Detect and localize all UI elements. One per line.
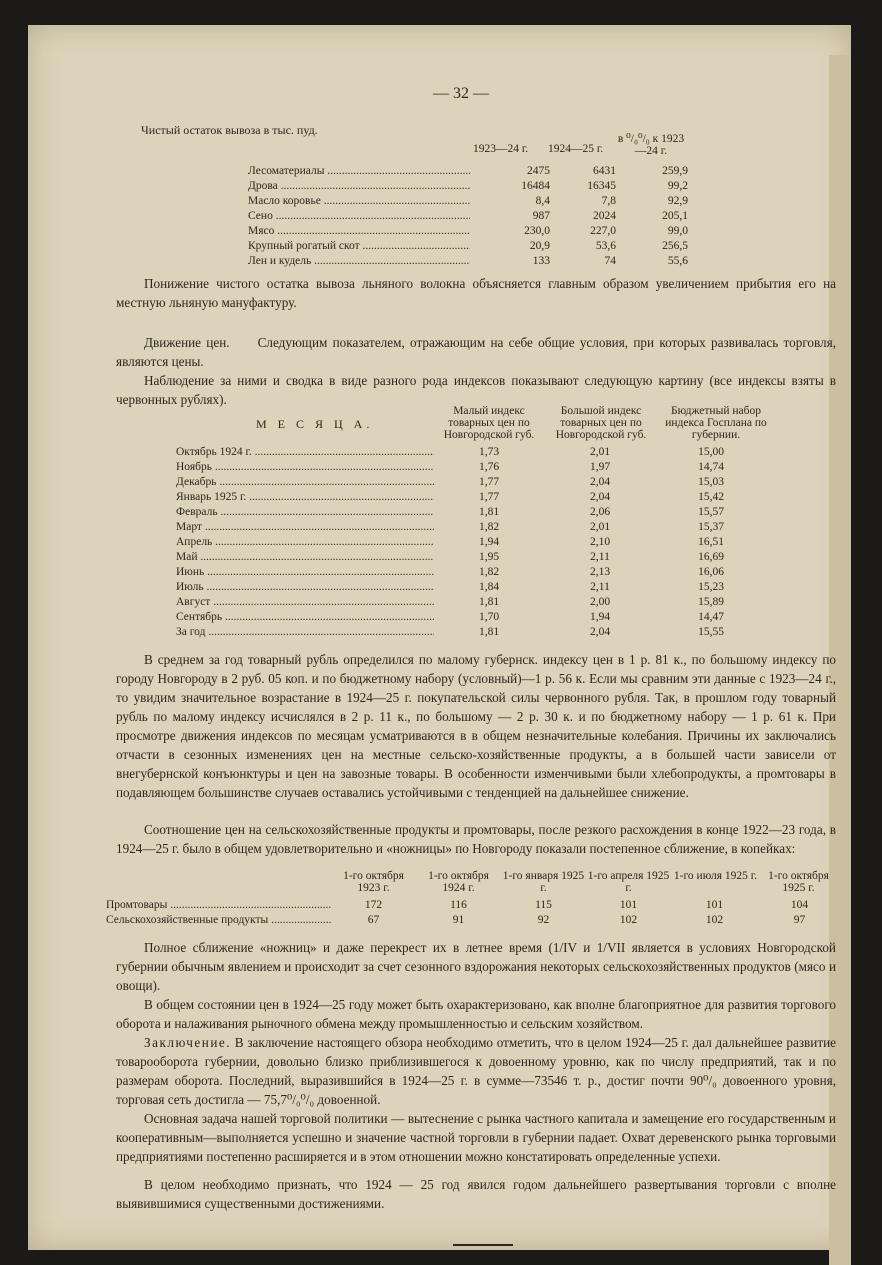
cell-1924: 16345 bbox=[587, 179, 616, 192]
cell-budget-index: 14,74 bbox=[698, 460, 724, 473]
price-cell: 172 bbox=[364, 898, 383, 911]
table-row bbox=[176, 489, 766, 504]
row-label: Лен и кудель ..... bbox=[248, 253, 470, 268]
cell-large-index: 2,06 bbox=[589, 505, 611, 518]
table-row bbox=[248, 163, 688, 178]
index-col-small: Малый индекс товарных цен по Новгородской губ. bbox=[443, 405, 535, 441]
paragraph-1: Понижение чистого остатка вывоза льняного волокна объясняется главным образом увеличением прибытия его на местную льняную мануфактуру. bbox=[116, 276, 836, 310]
table-row bbox=[176, 624, 766, 639]
row-label: Сено ..... bbox=[248, 208, 470, 223]
cell-budget-index: 15,57 bbox=[698, 505, 724, 518]
price-cell: 67 bbox=[367, 913, 380, 926]
table-row bbox=[248, 238, 688, 253]
export-col-percent: в ⁰/₀⁰/₀ к 1923—24 г. bbox=[617, 133, 685, 157]
row-label: Лесоматериалы ..... bbox=[248, 163, 470, 178]
cell-large-index: 2,11 bbox=[590, 550, 610, 563]
section-heading-prices: Движение цен. bbox=[144, 335, 230, 350]
cell-1924: 74 bbox=[604, 254, 616, 267]
cell-budget-index: 14,47 bbox=[698, 610, 724, 623]
cell-percent: 259,9 bbox=[662, 164, 688, 177]
row-label: Промтовары ..... bbox=[106, 897, 331, 912]
month-label: Август ..... bbox=[176, 594, 434, 609]
cell-large-index: 2,04 bbox=[589, 490, 611, 503]
cell-1924: 227,0 bbox=[590, 224, 616, 237]
paragraph-6: Полное сближение «ножниц» и даже перекрест их в летнее время (1/IV и 1/VII является в условиях Новгородской губернии обычным явлением и происходит за счет сезонного вздорожания некоторых сельскохозяйственных продуктов (мясо и овощи). bbox=[116, 940, 836, 993]
cell-percent: 99,0 bbox=[667, 224, 688, 237]
row-label: Сельскохозяйственные продукты ..... bbox=[106, 912, 331, 927]
month-label: За год ..... bbox=[176, 624, 434, 639]
cell-percent: 256,5 bbox=[662, 239, 688, 252]
cell-small-index: 1,82 bbox=[478, 565, 500, 578]
cell-small-index: 1,81 bbox=[478, 595, 500, 608]
table-row bbox=[176, 474, 766, 489]
table-row bbox=[248, 223, 688, 238]
price-cell: 102 bbox=[705, 913, 724, 926]
cell-large-index: 2,04 bbox=[589, 475, 611, 488]
paragraph-2-text: Следующим показателем, отражающим на себе общие условия, при которых развивалась торговля, являются цены. bbox=[116, 335, 836, 369]
table-row bbox=[176, 594, 766, 609]
cell-large-index: 2,13 bbox=[589, 565, 611, 578]
index-table bbox=[176, 444, 766, 639]
cell-budget-index: 15,23 bbox=[698, 580, 724, 593]
cell-percent: 55,6 bbox=[667, 254, 688, 267]
month-label: Февраль ..... bbox=[176, 504, 434, 519]
cell-1923: 2475 bbox=[527, 164, 550, 177]
closing-rule bbox=[453, 1244, 513, 1246]
cell-1923: 133 bbox=[532, 254, 550, 267]
page-number: — 32 — bbox=[433, 85, 489, 102]
cell-large-index: 1,97 bbox=[589, 460, 611, 473]
cell-budget-index: 15,55 bbox=[698, 625, 724, 638]
price-col-2: 1-го января 1925 г. bbox=[502, 870, 585, 894]
cell-small-index: 1,77 bbox=[478, 490, 500, 503]
cell-small-index: 1,77 bbox=[478, 475, 500, 488]
cell-budget-index: 15,42 bbox=[698, 490, 724, 503]
table-row bbox=[176, 549, 766, 564]
price-col-1: 1-го октября 1924 г. bbox=[428, 870, 489, 894]
cell-budget-index: 15,37 bbox=[698, 520, 724, 533]
cell-1923: 8,4 bbox=[535, 194, 550, 207]
cell-percent: 205,1 bbox=[662, 209, 688, 222]
export-table bbox=[248, 163, 688, 268]
paragraph-8-text: В заключение настоящего обзора необходимо отметить, что в целом 1924—25 г. дал дальнейшее развитие товарооборота губернии, довольно близко приблизившегося к довоенному уровню, как по числу предприятий, так и по размерам оборота. Последний, выразившийся в 1924—25 г. в сумме—73546 т. р., достиг почти 90⁰/₀ довоенного уровня, торговая сеть достигла — 75,7⁰/₀⁰/₀ довоенной. bbox=[116, 1035, 837, 1107]
cell-1924: 53,6 bbox=[595, 239, 616, 252]
price-cell: 104 bbox=[790, 898, 809, 911]
cell-large-index: 2,04 bbox=[589, 625, 611, 638]
paragraph-5: Соотношение цен на сельскохозяйственные продукты и промтовары, после резкого расхождения в конце 1922—23 года, в 1924—25 г. было в общем удовлетворительно и «ножницы» по Новгороду показали постепенное сближение, в копейках: bbox=[116, 822, 836, 856]
table-row bbox=[176, 459, 766, 474]
index-col-large: Большой индекс товарных цен по Новгородской губ. bbox=[555, 405, 647, 441]
cell-budget-index: 16,06 bbox=[698, 565, 724, 578]
month-label: Сентябрь ..... bbox=[176, 609, 434, 624]
table-row bbox=[248, 193, 688, 208]
paragraph-4: В среднем за год товарный рубль определился по малому губернск. индексу цен в 1 р. 81 к., по большому индексу по городу Новгороду в 2 руб. 05 коп. и по бюджетному набору (условный)—1 р. 56 к. Если мы сравним эти данные с 1923—24 г., то увидим значительное возрастание в 1924—25 г. покупательской силы червонного рубля. Так, в прошлом году товарный рубль по малому индексу исчислялся в 2 р. 11 к., по большому — 2 р. 30 к. и по бюджетному набору — 1 р. 61 к. При просмотре движения индексов по месяцам усматриваются в в общем незначительные колебания. Причины их заключались отчасти в сезонных изменениях цен на местные сельско-хозяйственные продукты, а в большей части зависели от внегубернской конъюнктуры и цен на завозные товары. В особенности изменчивыми были хлебопродукты, а промтовары в подавляющем большинстве случаев оставались устойчивыми с тенденцией на дальнейшее снижение. bbox=[116, 652, 836, 800]
table-row bbox=[176, 444, 766, 459]
cell-1923: 16484 bbox=[521, 179, 550, 192]
table-row bbox=[248, 253, 688, 268]
cell-large-index: 2,01 bbox=[589, 445, 611, 458]
price-cell: 97 bbox=[793, 913, 806, 926]
cell-small-index: 1,81 bbox=[478, 625, 500, 638]
price-col-4: 1-го июля 1925 г. bbox=[673, 870, 758, 882]
cell-small-index: 1,73 bbox=[478, 445, 500, 458]
cell-large-index: 2,00 bbox=[589, 595, 611, 608]
cell-budget-index: 15,03 bbox=[698, 475, 724, 488]
cell-large-index: 2,10 bbox=[589, 535, 611, 548]
cell-1924: 6431 bbox=[593, 164, 616, 177]
cell-budget-index: 15,89 bbox=[698, 595, 724, 608]
price-cell: 101 bbox=[705, 898, 724, 911]
table-row bbox=[248, 178, 688, 193]
row-label: Дрова ..... bbox=[248, 178, 470, 193]
row-label: Масло коровье ..... bbox=[248, 193, 470, 208]
cell-small-index: 1,84 bbox=[478, 580, 500, 593]
cell-small-index: 1,95 bbox=[478, 550, 500, 563]
table-row bbox=[176, 564, 766, 579]
cell-percent: 92,9 bbox=[667, 194, 688, 207]
price-col-3: 1-го апреля 1925 г. bbox=[587, 870, 670, 894]
export-col-1924: 1924—25 г. bbox=[548, 143, 604, 155]
month-label: Январь 1925 г. ..... bbox=[176, 489, 434, 504]
cell-1923: 230,0 bbox=[524, 224, 550, 237]
price-cell: 115 bbox=[535, 898, 552, 911]
cell-budget-index: 16,69 bbox=[698, 550, 724, 563]
row-label: Мясо ..... bbox=[248, 223, 470, 238]
month-label: Декабрь ..... bbox=[176, 474, 434, 489]
month-label: Октябрь 1924 г. ..... bbox=[176, 444, 434, 459]
price-table-body bbox=[106, 897, 841, 927]
paragraph-2 bbox=[116, 333, 836, 371]
price-cell: 92 bbox=[537, 913, 550, 926]
table-row bbox=[106, 912, 841, 927]
paragraph-9: Основная задача нашей торговой политики — вытеснение с рынка частного капитала и замещение его государственным и кооперативным—выполняется успешно и значение частной торговли в губернии падает. Охват деревенского рынка торговыми предприятиями постепенно расширяется и в этом отношении можно констатировать определенные успехи. bbox=[116, 1111, 836, 1164]
export-col-1923: 1923—24 г. bbox=[473, 143, 529, 155]
price-cell: 116 bbox=[450, 898, 467, 911]
cell-small-index: 1,76 bbox=[478, 460, 500, 473]
price-cell: 91 bbox=[452, 913, 465, 926]
paragraph-8 bbox=[116, 1033, 836, 1109]
table-row bbox=[176, 534, 766, 549]
table-row bbox=[176, 579, 766, 594]
cell-percent: 99,2 bbox=[667, 179, 688, 192]
price-cell: 101 bbox=[619, 898, 638, 911]
row-label: Крупный рогатый скот ..... bbox=[248, 238, 470, 253]
table-row bbox=[176, 504, 766, 519]
export-table-title: Чистый остаток вывоза в тыс. пуд. bbox=[141, 123, 318, 137]
cell-1923: 987 bbox=[532, 209, 550, 222]
cell-1924: 2024 bbox=[593, 209, 616, 222]
month-label: Ноябрь ..... bbox=[176, 459, 434, 474]
month-label: Июль ..... bbox=[176, 579, 434, 594]
document-page bbox=[28, 25, 851, 1250]
cell-1923: 20,9 bbox=[529, 239, 550, 252]
price-col-0: 1-го октября 1923 г. bbox=[343, 870, 404, 894]
price-col-5: 1-го октября 1925 г. bbox=[768, 870, 829, 894]
cell-large-index: 2,01 bbox=[589, 520, 611, 533]
cell-large-index: 2,11 bbox=[590, 580, 610, 593]
section-heading-conclusion: Заключение. bbox=[144, 1035, 232, 1050]
cell-small-index: 1,82 bbox=[478, 520, 500, 533]
paragraph-7: В общем состоянии цен в 1924—25 году может быть охарактеризовано, как вполне благоприятное для развития торгового оборота и налаживания рыночного обмена между промышленностью и сельским хозяйством. bbox=[116, 997, 836, 1031]
paragraph-3: Наблюдение за ними и сводка в виде разного рода индексов показывают следующую картину (все индексы взяты в червонных рублях). bbox=[116, 373, 836, 407]
table-row bbox=[106, 897, 841, 912]
cell-1924: 7,8 bbox=[601, 194, 616, 207]
month-label: Июнь ..... bbox=[176, 564, 434, 579]
table-row bbox=[176, 519, 766, 534]
month-label: Март ..... bbox=[176, 519, 434, 534]
cell-small-index: 1,94 bbox=[478, 535, 500, 548]
month-label: Май ..... bbox=[176, 549, 434, 564]
cell-small-index: 1,81 bbox=[478, 505, 500, 518]
index-month-header: М Е С Я Ц А. bbox=[256, 417, 374, 431]
index-col-budget: Бюджетный набор индекса Госплана по губернии. bbox=[665, 405, 767, 441]
cell-large-index: 1,94 bbox=[589, 610, 611, 623]
paragraph-10: В целом необходимо признать, что 1924 — 25 год явился годом дальнейшего развертывания торговли с вполне выявившимися существенными достижениями. bbox=[116, 1177, 836, 1211]
cell-small-index: 1,70 bbox=[478, 610, 500, 623]
table-row bbox=[248, 208, 688, 223]
table-row bbox=[176, 609, 766, 624]
month-label: Апрель ..... bbox=[176, 534, 434, 549]
price-cell: 102 bbox=[619, 913, 638, 926]
cell-budget-index: 15,00 bbox=[698, 445, 724, 458]
cell-budget-index: 16,51 bbox=[698, 535, 724, 548]
